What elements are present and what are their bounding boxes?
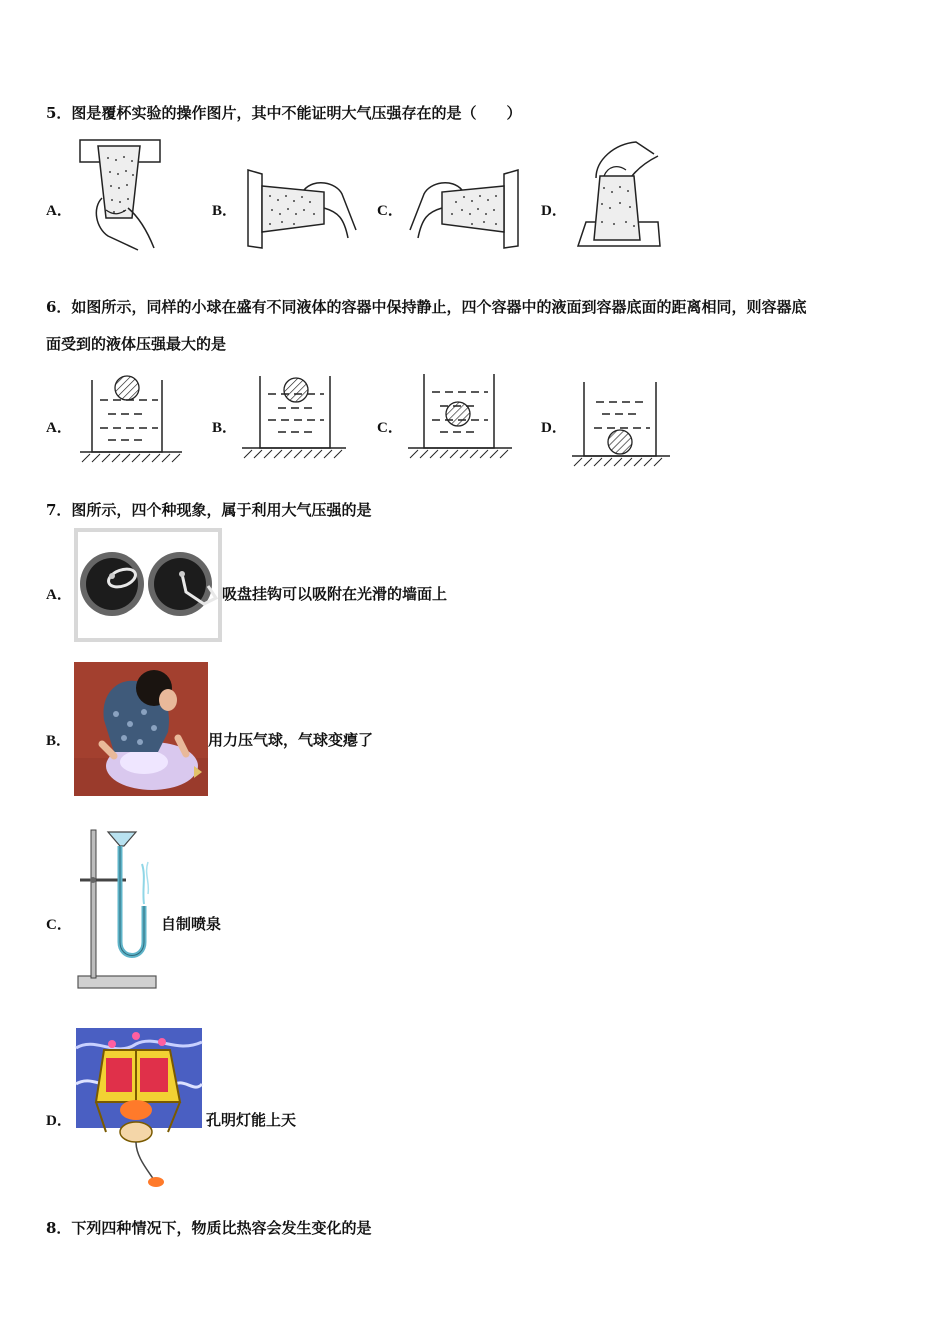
q6-figure-c bbox=[406, 370, 514, 466]
q7-option-d-label[interactable]: D． bbox=[46, 1113, 72, 1129]
question-6-stem-line-2: 面受到的液体压强最大的是 bbox=[46, 335, 227, 353]
q6-figure-a bbox=[78, 372, 184, 468]
q5-option-d-label[interactable]: D． bbox=[541, 203, 567, 219]
q5-option-c-label[interactable]: C． bbox=[377, 203, 403, 219]
q6-figure-d bbox=[570, 378, 674, 470]
q6-figure-b bbox=[240, 372, 348, 468]
q7-option-c-caption: 自制喷泉 bbox=[161, 915, 222, 933]
q6-option-a-label[interactable]: A． bbox=[46, 420, 72, 436]
q7-figure-c-homemade-fountain bbox=[76, 824, 160, 992]
q6-option-b-label[interactable]: B． bbox=[212, 420, 238, 436]
q7-option-b-caption: 用力压气球，气球变瘪了 bbox=[208, 731, 374, 749]
q5-figure-b bbox=[244, 168, 358, 250]
q5-figure-a bbox=[78, 138, 164, 254]
q5-option-a-label[interactable]: A． bbox=[46, 203, 72, 219]
question-6-stem-line-1: 6．如图所示，同样的小球在盛有不同液体的容器中保持静止，四个容器中的液面到容器底面的距离相同，则容器底 bbox=[46, 298, 807, 316]
q7-option-a-label[interactable]: A． bbox=[46, 587, 72, 603]
q6-option-c-label[interactable]: C． bbox=[377, 420, 403, 436]
q7-figure-b-child-pressing-balloon bbox=[74, 662, 208, 796]
question-8-stem: 8．下列四种情况下，物质比热容会发生变化的是 bbox=[46, 1219, 372, 1237]
q5-option-b-label[interactable]: B． bbox=[212, 203, 238, 219]
q7-option-a-caption: 吸盘挂钩可以吸附在光滑的墙面上 bbox=[222, 585, 448, 603]
q5-figure-c bbox=[408, 168, 522, 250]
q7-option-c-label[interactable]: C． bbox=[46, 917, 72, 933]
question-7-stem: 7．图所示，四个种现象，属于利用大气压强的是 bbox=[46, 501, 372, 519]
q5-figure-d bbox=[574, 136, 664, 250]
q7-option-b-label[interactable]: B． bbox=[46, 733, 72, 749]
q7-figure-a-suction-hooks bbox=[74, 528, 222, 642]
q7-figure-d-sky-lantern bbox=[76, 1028, 202, 1190]
q7-option-d-caption: 孔明灯能上天 bbox=[206, 1111, 297, 1129]
q6-option-d-label[interactable]: D． bbox=[541, 420, 567, 436]
question-5-stem: 5．图是覆杯实验的操作图片，其中不能证明大气压强存在的是（ ） bbox=[46, 104, 522, 122]
